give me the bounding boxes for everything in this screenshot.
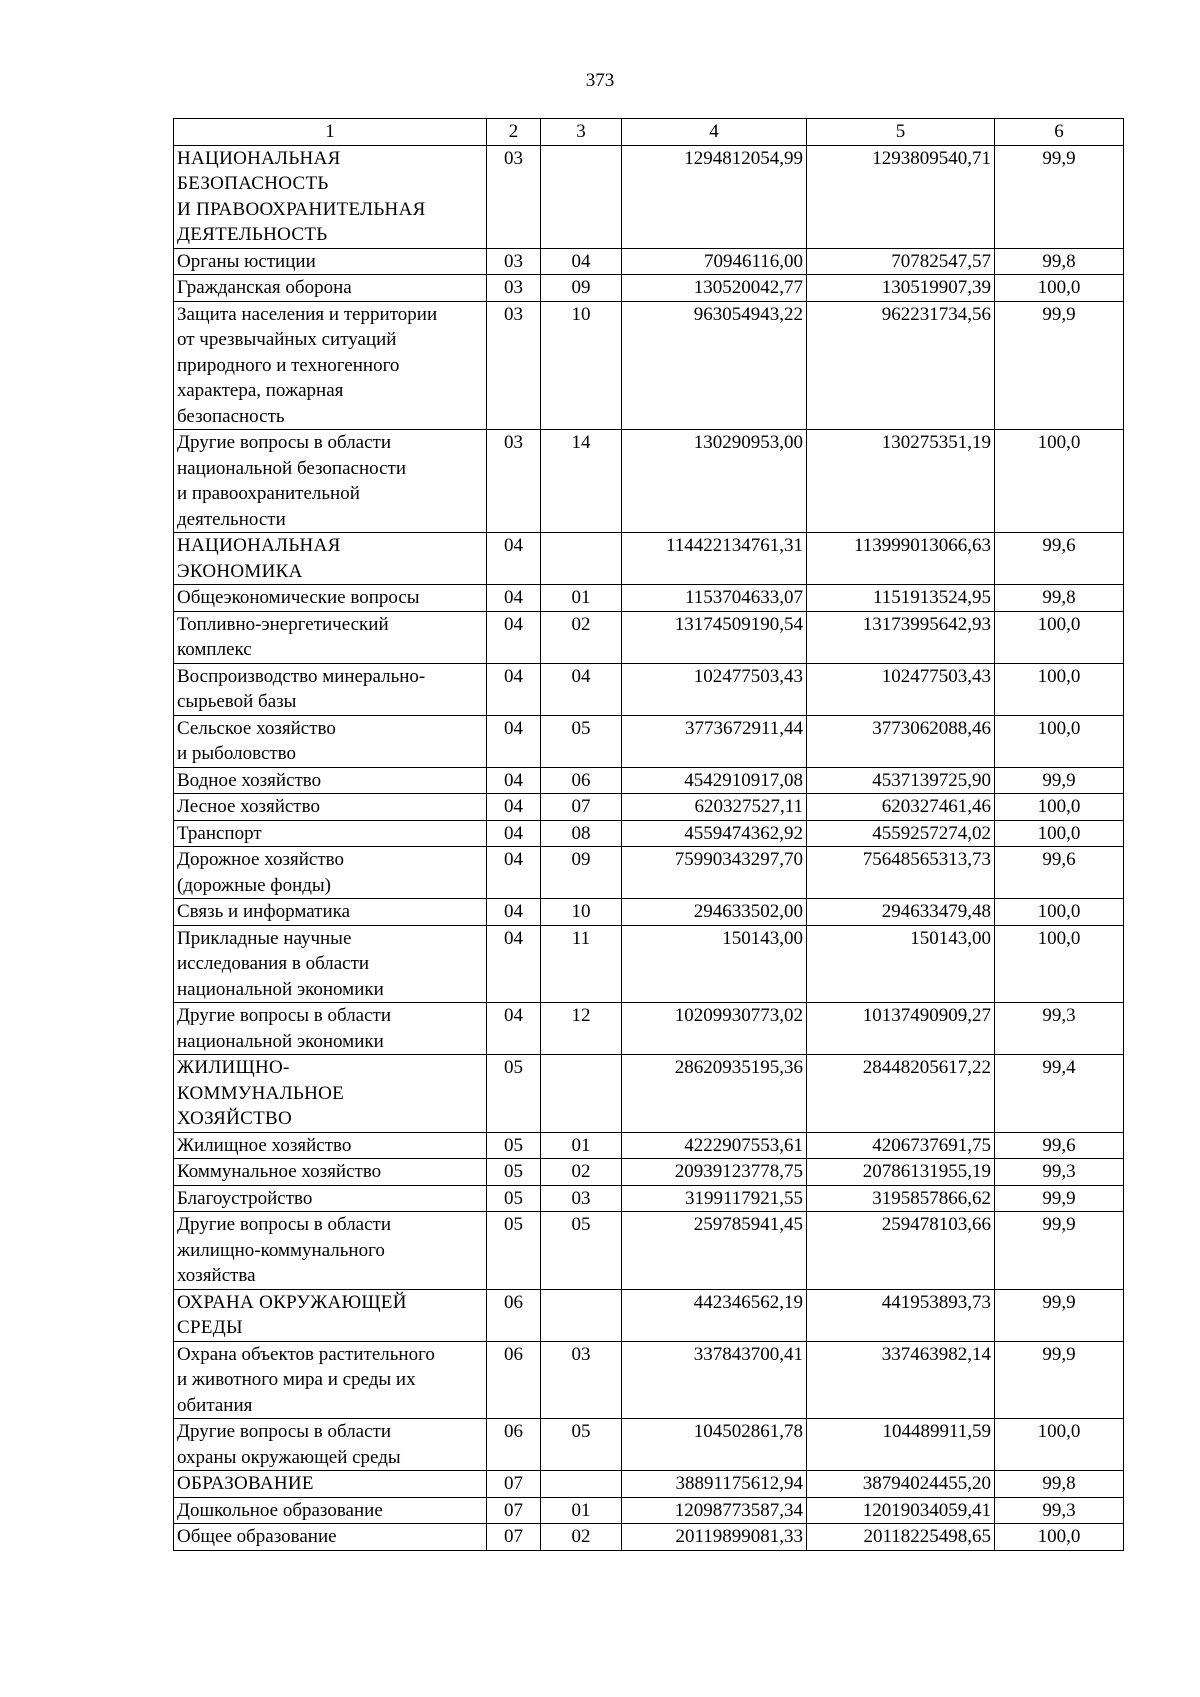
column-header: 6 (995, 119, 1124, 146)
subsection-code: 04 (541, 248, 622, 275)
row-name-line: от чрезвычайных ситуаций (177, 329, 397, 350)
row-name-line: Лесное хозяйство (177, 796, 320, 817)
row-name-line: деятельности (177, 508, 286, 530)
row-name-line: охраны окружающей среды (177, 1446, 401, 1468)
row-name-line: Жилищное хозяйство (177, 1134, 352, 1156)
planned-amount: 75990343297,70 (622, 847, 807, 899)
row-name-line: Другие вопросы в области (177, 1214, 392, 1235)
executed-amount: 130519907,39 (807, 275, 995, 302)
table-row (174, 1132, 1124, 1159)
execution-percent: 100,0 (995, 430, 1124, 533)
row-name (174, 1497, 487, 1524)
execution-percent: 100,0 (995, 1524, 1124, 1551)
row-name-line: Органы юстиции (177, 250, 316, 272)
execution-percent: 100,0 (995, 925, 1124, 1003)
section-code: 06 (487, 1289, 541, 1341)
section-code: 04 (487, 820, 541, 847)
column-header: 3 (541, 119, 622, 146)
section-code: 04 (487, 899, 541, 926)
executed-amount: 1293809540,71 (807, 145, 995, 248)
column-header: 5 (807, 119, 995, 146)
table-row (174, 430, 1124, 533)
planned-amount: 10209930773,02 (622, 1003, 807, 1055)
section-code: 03 (487, 145, 541, 248)
section-code: 05 (487, 1055, 541, 1133)
execution-percent: 99,6 (995, 1132, 1124, 1159)
executed-amount: 113999013066,63 (807, 533, 995, 585)
table-section-row (174, 1055, 1124, 1133)
row-name (174, 1159, 487, 1186)
planned-amount: 104502861,78 (622, 1419, 807, 1471)
executed-amount: 3195857866,62 (807, 1185, 995, 1212)
row-name-line: и правоохранительной (177, 483, 360, 504)
table-row (174, 275, 1124, 302)
executed-amount: 13173995642,93 (807, 611, 995, 663)
row-name-line: Дошкольное образование (177, 1499, 383, 1521)
table-section-row (174, 145, 1124, 248)
executed-amount: 70782547,57 (807, 248, 995, 275)
subsection-code: 01 (541, 585, 622, 612)
execution-percent: 100,0 (995, 611, 1124, 663)
subsection-code: 05 (541, 1419, 622, 1471)
table-row (174, 1524, 1124, 1551)
row-name (174, 275, 487, 302)
column-header: 1 (174, 119, 487, 146)
section-code: 06 (487, 1419, 541, 1471)
subsection-code: 01 (541, 1132, 622, 1159)
row-name (174, 1132, 487, 1159)
row-name (174, 767, 487, 794)
table-row (174, 301, 1124, 430)
row-name-line: Общеэкономические вопросы (177, 587, 420, 608)
row-name-line: и животного мира и среды их (177, 1369, 416, 1390)
subsection-code: 05 (541, 715, 622, 767)
section-code: 04 (487, 715, 541, 767)
planned-amount: 3199117921,55 (622, 1185, 807, 1212)
planned-amount: 12098773587,34 (622, 1497, 807, 1524)
subsection-code: 09 (541, 275, 622, 302)
subsection-code: 08 (541, 820, 622, 847)
section-code: 05 (487, 1159, 541, 1186)
subsection-code (541, 1471, 622, 1498)
executed-amount: 962231734,56 (807, 301, 995, 430)
planned-amount: 130520042,77 (622, 275, 807, 302)
row-name (174, 1055, 487, 1133)
section-code: 04 (487, 767, 541, 794)
execution-percent: 99,3 (995, 1497, 1124, 1524)
row-name-line: БЕЗОПАСНОСТЬ (177, 173, 329, 194)
row-name-line: Дорожное хозяйство (177, 849, 344, 870)
planned-amount: 4542910917,08 (622, 767, 807, 794)
row-name-line: ХОЗЯЙСТВО (177, 1108, 293, 1129)
row-name-line: безопасность (177, 405, 285, 427)
subsection-code: 02 (541, 611, 622, 663)
row-name-line: Общее образование (177, 1526, 337, 1547)
subsection-code: 09 (541, 847, 622, 899)
row-name-line: Благоустройство (177, 1187, 313, 1209)
table-row (174, 1497, 1124, 1524)
row-name-line: Прикладные научные (177, 927, 352, 949)
subsection-code: 12 (541, 1003, 622, 1055)
section-code: 05 (487, 1132, 541, 1159)
executed-amount: 1151913524,95 (807, 585, 995, 612)
row-name-line: ЖИЛИЩНО- (177, 1057, 290, 1078)
row-name (174, 585, 487, 612)
executed-amount: 4559257274,02 (807, 820, 995, 847)
subsection-code: 06 (541, 767, 622, 794)
execution-percent: 99,8 (995, 1471, 1124, 1498)
execution-percent: 100,0 (995, 715, 1124, 767)
table-row (174, 1212, 1124, 1290)
row-name-line: Гражданская оборона (177, 277, 352, 298)
row-name-line: ДЕЯТЕЛЬНОСТЬ (177, 224, 328, 245)
subsection-code: 10 (541, 301, 622, 430)
row-name-line: сырьевой базы (177, 691, 297, 712)
execution-percent: 100,0 (995, 794, 1124, 821)
planned-amount: 337843700,41 (622, 1341, 807, 1419)
table-row (174, 585, 1124, 612)
row-name (174, 1003, 487, 1055)
row-name (174, 715, 487, 767)
row-name (174, 925, 487, 1003)
row-name (174, 1289, 487, 1341)
row-name (174, 847, 487, 899)
execution-percent: 99,9 (995, 301, 1124, 430)
row-name-line: национальной безопасности (177, 457, 406, 479)
row-name-line: НАЦИОНАЛЬНАЯ (177, 535, 341, 556)
table-row (174, 1003, 1124, 1055)
table-section-row (174, 1289, 1124, 1341)
table-row (174, 1341, 1124, 1419)
execution-percent: 99,3 (995, 1003, 1124, 1055)
subsection-code (541, 1289, 622, 1341)
row-name-line: И ПРАВООХРАНИТЕЛЬНАЯ (177, 198, 426, 220)
budget-table (173, 118, 1124, 1551)
executed-amount: 294633479,48 (807, 899, 995, 926)
planned-amount: 130290953,00 (622, 430, 807, 533)
subsection-code: 02 (541, 1159, 622, 1186)
row-name-line: Водное хозяйство (177, 769, 322, 791)
execution-percent: 99,9 (995, 1341, 1124, 1419)
subsection-code: 07 (541, 794, 622, 821)
subsection-code: 14 (541, 430, 622, 533)
executed-amount: 28448205617,22 (807, 1055, 995, 1133)
row-name-line: обитания (177, 1394, 253, 1416)
row-name-line: Другие вопросы в области (177, 1005, 392, 1026)
row-name-line: национальной экономики (177, 1030, 384, 1052)
executed-amount: 4206737691,75 (807, 1132, 995, 1159)
page-number: 373 (585, 70, 615, 91)
row-name-line: ОБРАЗОВАНИЕ (177, 1473, 314, 1494)
table-row (174, 767, 1124, 794)
executed-amount: 620327461,46 (807, 794, 995, 821)
executed-amount: 10137490909,27 (807, 1003, 995, 1055)
execution-percent: 99,9 (995, 767, 1124, 794)
row-name-line: ОХРАНА ОКРУЖАЮЩЕЙ (177, 1291, 407, 1313)
section-code: 03 (487, 248, 541, 275)
section-code: 07 (487, 1497, 541, 1524)
row-name-line: Воспроизводство минерально- (177, 665, 426, 687)
executed-amount: 20118225498,65 (807, 1524, 995, 1551)
planned-amount: 4222907553,61 (622, 1132, 807, 1159)
row-name-line: характера, пожарная (177, 380, 344, 401)
row-name (174, 248, 487, 275)
planned-amount: 294633502,00 (622, 899, 807, 926)
table-row (174, 1185, 1124, 1212)
row-name-line: Топливно-энергетический (177, 613, 389, 635)
row-name (174, 820, 487, 847)
planned-amount: 442346562,19 (622, 1289, 807, 1341)
section-code: 04 (487, 925, 541, 1003)
planned-amount: 13174509190,54 (622, 611, 807, 663)
planned-amount: 102477503,43 (622, 663, 807, 715)
table-section-row (174, 533, 1124, 585)
table-row (174, 847, 1124, 899)
executed-amount: 441953893,73 (807, 1289, 995, 1341)
row-name-line: Сельское хозяйство (177, 717, 336, 739)
section-code: 07 (487, 1471, 541, 1498)
section-code: 06 (487, 1341, 541, 1419)
planned-amount: 150143,00 (622, 925, 807, 1003)
planned-amount: 963054943,22 (622, 301, 807, 430)
row-name-line: исследования в области (177, 953, 370, 974)
row-name-line: природного и техногенного (177, 354, 400, 376)
execution-percent: 99,9 (995, 1289, 1124, 1341)
execution-percent: 99,6 (995, 533, 1124, 585)
table-row (174, 820, 1124, 847)
row-name (174, 145, 487, 248)
section-code: 07 (487, 1524, 541, 1551)
table-body (174, 145, 1124, 1550)
executed-amount: 3773062088,46 (807, 715, 995, 767)
execution-percent: 99,9 (995, 145, 1124, 248)
table-row (174, 925, 1124, 1003)
subsection-code (541, 145, 622, 248)
section-code: 04 (487, 1003, 541, 1055)
row-name (174, 1471, 487, 1498)
row-name-line: жилищно-коммунального (177, 1239, 385, 1261)
row-name-line: Охрана объектов растительного (177, 1343, 435, 1365)
row-name-line: СРЕДЫ (177, 1317, 243, 1338)
row-name (174, 794, 487, 821)
row-name-line: ЭКОНОМИКА (177, 560, 303, 582)
execution-percent: 99,6 (995, 847, 1124, 899)
subsection-code: 01 (541, 1497, 622, 1524)
row-name (174, 1212, 487, 1290)
planned-amount: 3773672911,44 (622, 715, 807, 767)
execution-percent: 99,4 (995, 1055, 1124, 1133)
row-name-line: Другие вопросы в области (177, 432, 392, 453)
subsection-code: 03 (541, 1341, 622, 1419)
row-name-line: Коммунальное хозяйство (177, 1161, 382, 1182)
row-name-line: Связь и информатика (177, 901, 351, 922)
row-name (174, 1341, 487, 1419)
subsection-code: 10 (541, 899, 622, 926)
execution-percent: 99,8 (995, 248, 1124, 275)
executed-amount: 150143,00 (807, 925, 995, 1003)
section-code: 03 (487, 301, 541, 430)
row-name (174, 430, 487, 533)
table-row (174, 1419, 1124, 1471)
row-name (174, 1419, 487, 1471)
row-name (174, 663, 487, 715)
executed-amount: 4537139725,90 (807, 767, 995, 794)
row-name-line: (дорожные фонды) (177, 874, 332, 896)
table-row (174, 1159, 1124, 1186)
row-name (174, 899, 487, 926)
executed-amount: 12019034059,41 (807, 1497, 995, 1524)
section-code: 04 (487, 663, 541, 715)
executed-amount: 130275351,19 (807, 430, 995, 533)
section-code: 04 (487, 533, 541, 585)
subsection-code (541, 533, 622, 585)
table-header-row (174, 119, 1124, 146)
row-name (174, 611, 487, 663)
planned-amount: 114422134761,31 (622, 533, 807, 585)
subsection-code: 05 (541, 1212, 622, 1290)
section-code: 03 (487, 430, 541, 533)
row-name (174, 1524, 487, 1551)
executed-amount: 20786131955,19 (807, 1159, 995, 1186)
executed-amount: 104489911,59 (807, 1419, 995, 1471)
row-name-line: Транспорт (177, 822, 262, 844)
row-name (174, 1185, 487, 1212)
section-code: 04 (487, 585, 541, 612)
planned-amount: 1153704633,07 (622, 585, 807, 612)
section-code: 05 (487, 1185, 541, 1212)
execution-percent: 100,0 (995, 899, 1124, 926)
row-name (174, 533, 487, 585)
subsection-code: 03 (541, 1185, 622, 1212)
planned-amount: 20939123778,75 (622, 1159, 807, 1186)
table-section-row (174, 1471, 1124, 1498)
column-header: 4 (622, 119, 807, 146)
table-row (174, 611, 1124, 663)
section-code: 04 (487, 847, 541, 899)
row-name-line: НАЦИОНАЛЬНАЯ (177, 147, 341, 169)
subsection-code: 04 (541, 663, 622, 715)
row-name-line: хозяйства (177, 1265, 256, 1286)
executed-amount: 102477503,43 (807, 663, 995, 715)
row-name (174, 301, 487, 430)
execution-percent: 99,9 (995, 1212, 1124, 1290)
planned-amount: 1294812054,99 (622, 145, 807, 248)
table-row (174, 663, 1124, 715)
section-code: 04 (487, 611, 541, 663)
planned-amount: 259785941,45 (622, 1212, 807, 1290)
table-row (174, 248, 1124, 275)
execution-percent: 100,0 (995, 275, 1124, 302)
planned-amount: 4559474362,92 (622, 820, 807, 847)
section-code: 05 (487, 1212, 541, 1290)
table-row (174, 899, 1124, 926)
subsection-code (541, 1055, 622, 1133)
section-code: 03 (487, 275, 541, 302)
execution-percent: 99,8 (995, 585, 1124, 612)
executed-amount: 75648565313,73 (807, 847, 995, 899)
execution-percent: 100,0 (995, 1419, 1124, 1471)
column-header: 2 (487, 119, 541, 146)
row-name-line: комплекс (177, 639, 252, 660)
table-row (174, 794, 1124, 821)
section-code: 04 (487, 794, 541, 821)
subsection-code: 11 (541, 925, 622, 1003)
execution-percent: 100,0 (995, 663, 1124, 715)
planned-amount: 20119899081,33 (622, 1524, 807, 1551)
executed-amount: 38794024455,20 (807, 1471, 995, 1498)
planned-amount: 28620935195,36 (622, 1055, 807, 1133)
row-name-line: Защита населения и территории (177, 303, 438, 325)
executed-amount: 337463982,14 (807, 1341, 995, 1419)
planned-amount: 70946116,00 (622, 248, 807, 275)
row-name-line: национальной экономики (177, 978, 384, 1000)
table-row (174, 715, 1124, 767)
execution-percent: 99,3 (995, 1159, 1124, 1186)
row-name-line: Другие вопросы в области (177, 1421, 392, 1442)
planned-amount: 620327527,11 (622, 794, 807, 821)
row-name-line: и рыболовство (177, 743, 297, 764)
executed-amount: 259478103,66 (807, 1212, 995, 1290)
planned-amount: 38891175612,94 (622, 1471, 807, 1498)
row-name-line: КОММУНАЛЬНОЕ (177, 1082, 345, 1104)
execution-percent: 100,0 (995, 820, 1124, 847)
execution-percent: 99,9 (995, 1185, 1124, 1212)
subsection-code: 02 (541, 1524, 622, 1551)
